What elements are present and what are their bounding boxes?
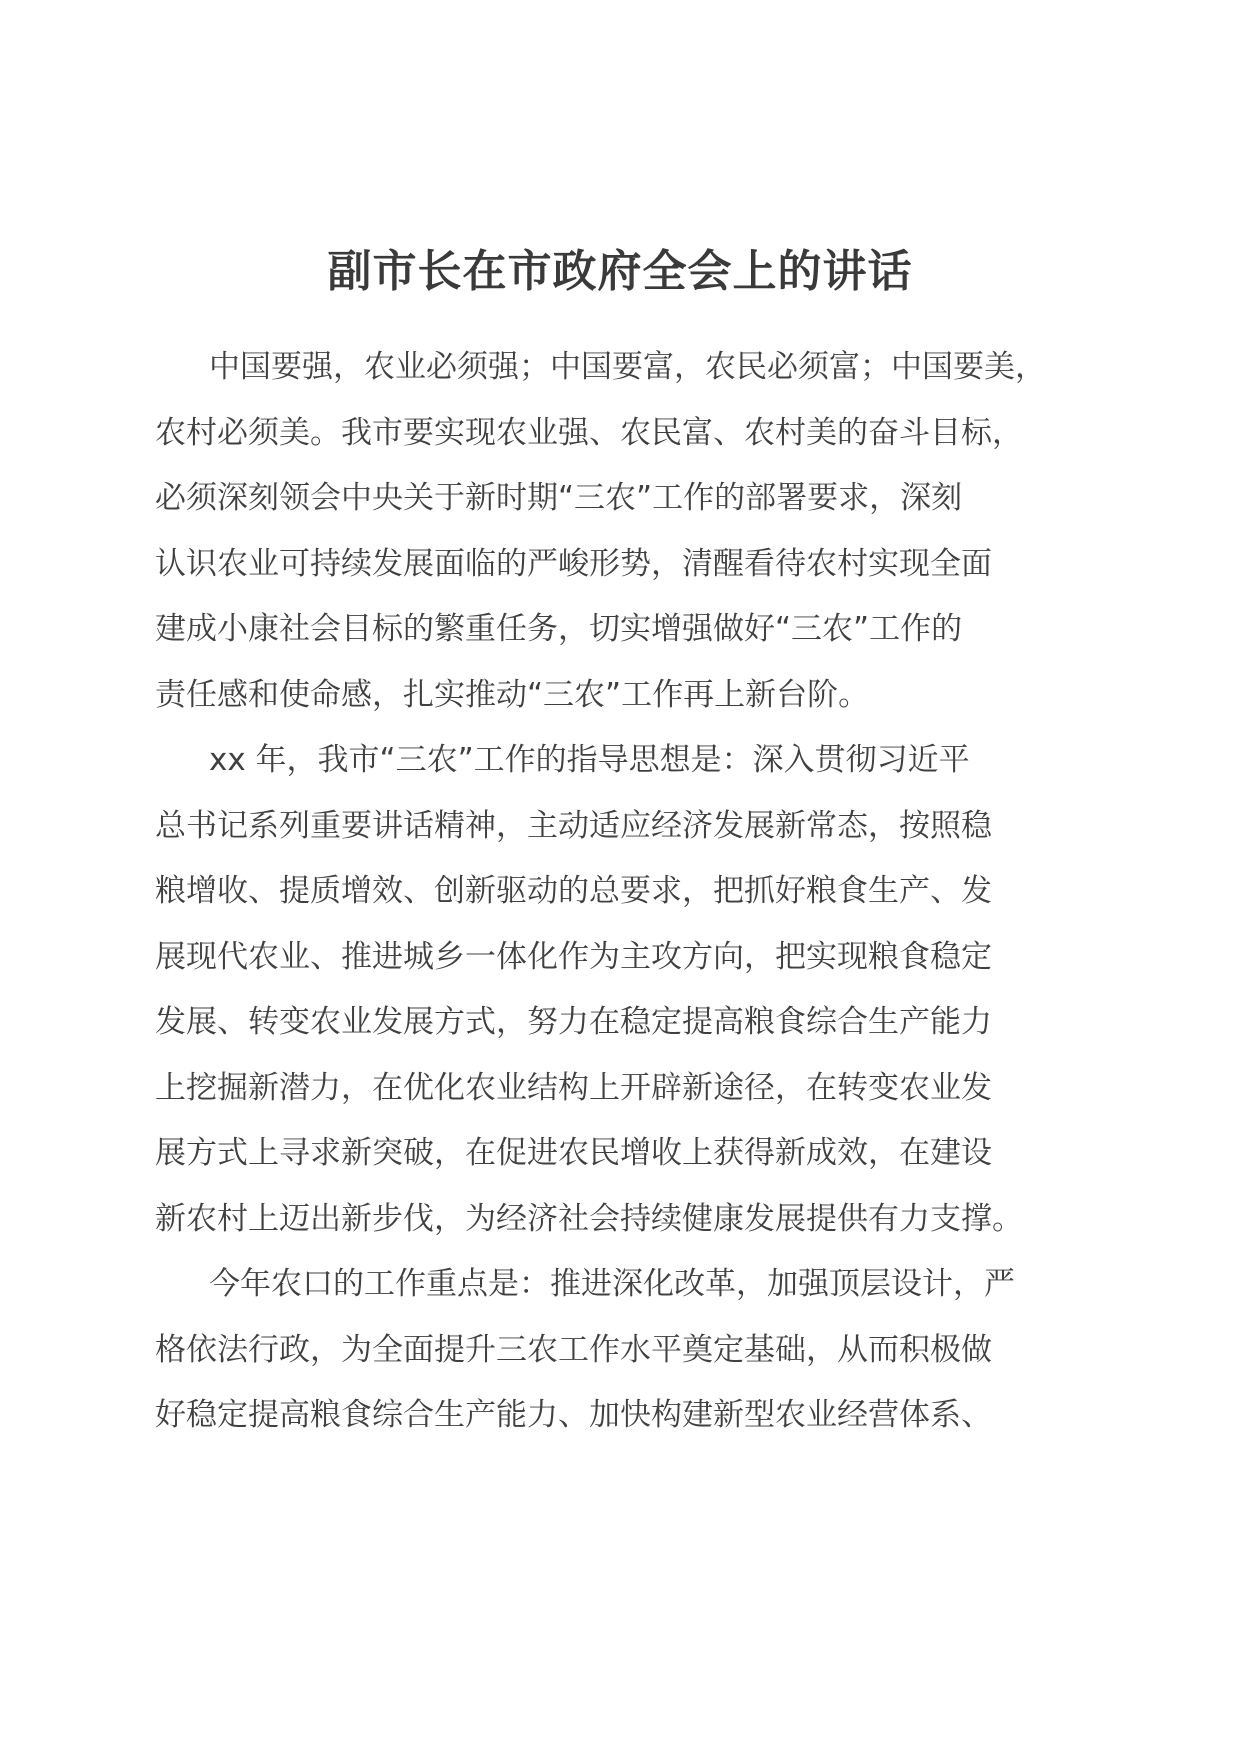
document-title: 副市长在市政府全会上的讲话	[327, 246, 913, 297]
text-line: 农村必须美。我市要实现农业强、农民富、农村美的奋斗目标，	[155, 414, 1023, 451]
text-line: 必须深刻领会中央关于新时期“三农”工作的部署要求，深刻	[155, 480, 963, 516]
paragraph-3	[155, 1252, 1085, 1449]
text-line: 总书记系列重要讲话精神，主动适应经济发展新常态，按照稳	[155, 807, 992, 844]
text-line: 新农村上迈出新步伐，为经济社会持续健康发展提供有力支撑。	[155, 1200, 1023, 1237]
text-line: 上挖掘新潜力，在优化农业结构上开辟新途径，在转变农业发	[155, 1069, 992, 1106]
text-line: xx 年，我市“三农”工作的指导思想是：深入贯彻习近平	[209, 742, 970, 778]
text-line: 展现代农业、推进城乡一体化作为主攻方向，把实现粮食稳定	[155, 938, 992, 975]
document-body	[155, 335, 1085, 1449]
text-line: 粮增收、提质增效、创新驱动的总要求，把抓好粮食生产、发	[155, 873, 992, 909]
text-line: 发展、转变农业发展方式，努力在稳定提高粮食综合生产能力	[155, 1004, 992, 1040]
text-line: 今年农口的工作重点是：推进深化改革，加强顶层设计，严	[209, 1266, 1015, 1302]
text-line: 建成小康社会目标的繁重任务，切实增强做好“三农”工作的	[155, 611, 963, 647]
text-line: 好稳定提高粮食综合生产能力、加快构建新型农业经营体系、	[155, 1397, 992, 1433]
text-line: 展方式上寻求新突破，在促进农民增收上获得新成效，在建设	[155, 1135, 992, 1171]
paragraph-2	[155, 728, 1085, 1252]
text-line: 格依法行政，为全面提升三农工作水平奠定基础，从而积极做	[155, 1331, 992, 1368]
text-line: 中国要强，农业必须强；中国要富，农民必须富；中国要美，	[209, 349, 1046, 385]
paragraph-1	[155, 335, 1085, 728]
text-line: 责任感和使命感，扎实推动“三农”工作再上新台阶。	[155, 676, 870, 713]
text-line: 认识农业可持续发展面临的严峻形势，清醒看待农村实现全面	[155, 545, 992, 582]
